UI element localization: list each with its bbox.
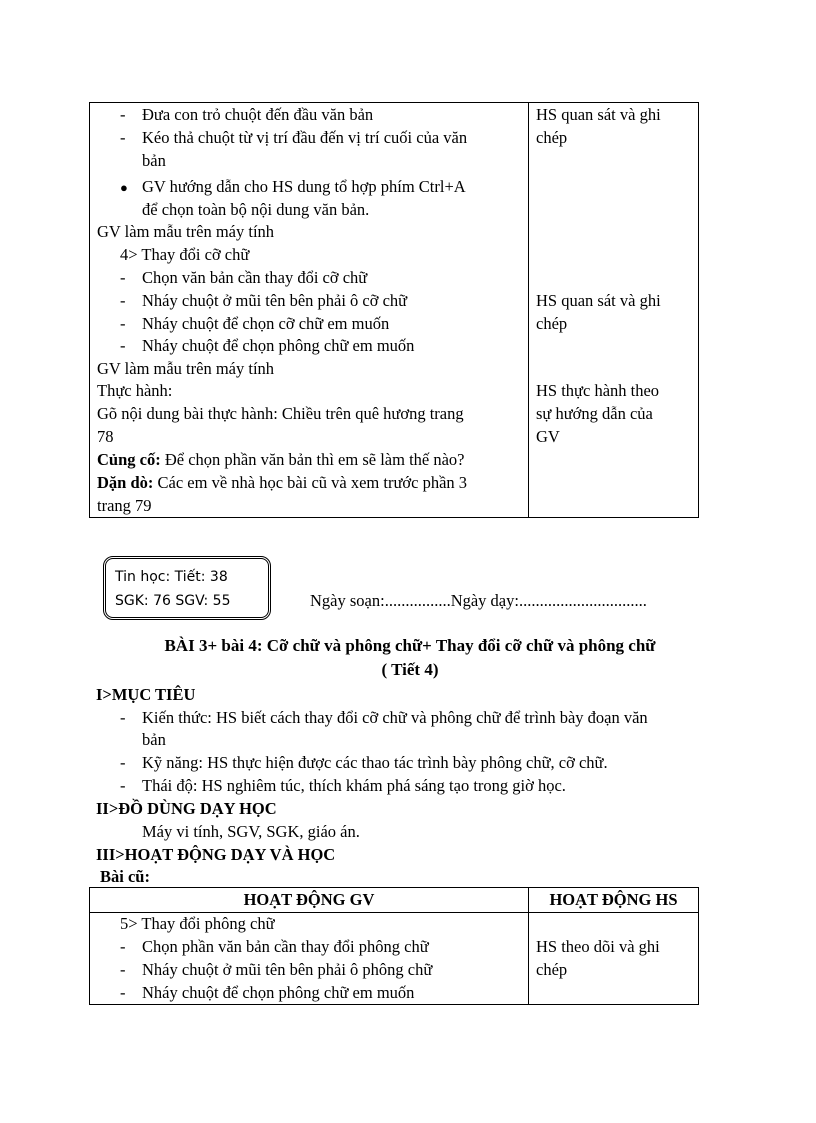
info-line-subject: Tin học: Tiết: 38 [115,569,228,585]
gv-line: Chọn phần văn bản cần thay đổi phông chữ [142,937,429,956]
gv-step [120,313,389,335]
gv-line: Thực hành: [97,381,173,400]
objective-item [120,775,566,797]
materials-text: Máy vi tính, SGV, SGK, giáo án. [142,822,360,841]
gv-line: trang 79 [97,496,152,515]
dash-icon: - [120,291,126,310]
dash-icon: - [120,128,126,147]
gv-line: GV làm mẫu trên máy tính [97,359,275,378]
info-line-pages: SGK: 76 SGV: 55 [115,593,231,609]
objective-item [120,752,608,774]
cung-co-line [97,449,465,471]
gv-line: Nháy chuột để chọn phông chữ em muốn [142,336,415,355]
gv-line: Nháy chuột ở mũi tên bên phải ô cỡ chữ [142,291,408,310]
gv-line: 78 [97,427,114,446]
cung-co-text: Để chọn phần văn bản thì em sẽ làm thế nào? [160,450,465,469]
activities-heading: III>HOẠT ĐỘNG DẠY VÀ HỌC [96,845,336,864]
column-divider [528,103,529,517]
gv-line: Nháy chuột để chọn phông chữ em muốn [142,983,415,1002]
dash-icon: - [120,937,126,956]
dash-icon: - [120,753,126,772]
hs-line: chép [536,314,568,333]
objective-text: bản [142,730,166,749]
cung-co-label: Củng cố: [97,450,161,469]
hs-line: sự hướng dẫn của [536,404,653,423]
dash-icon: - [120,268,126,287]
dash-icon: - [120,983,126,1002]
gv-step [120,959,432,981]
objective-item [120,707,648,729]
gv-step [120,127,467,149]
gv-line: Gõ nội dung bài thực hành: Chiều trên quê hương trang [97,404,464,423]
dash-icon: - [120,105,126,124]
objective-text: Kỹ năng: HS thực hiện được các thao tác trình bày phông chữ, cỡ chữ. [142,753,608,772]
header-gv: HOẠT ĐỘNG GV [243,890,375,909]
header-hs: HOẠT ĐỘNG HS [549,890,678,909]
gv-step [120,267,367,289]
lesson-info-box [103,556,271,620]
hs-line: GV [536,427,560,446]
gv-step [120,104,373,126]
gv-line: để chọn toàn bộ nội dung văn bản. [142,200,370,219]
hs-line: HS quan sát và ghi [536,291,661,310]
dan-do-line [97,472,467,494]
objective-text: Thái độ: HS nghiêm túc, thích khám phá sáng tạo trong giờ học. [142,776,566,795]
gv-step [120,982,414,1004]
gv-line: Đưa con trỏ chuột đến đầu văn bản [142,105,374,124]
gv-line: GV làm mẫu trên máy tính [97,222,275,241]
gv-step [120,936,429,958]
gv-step [120,176,466,199]
section-heading: 5> Thay đổi phông chữ [120,914,275,933]
gv-line: bản [142,151,166,170]
materials-heading: II>ĐỒ DÙNG DẠY HỌC [96,799,277,818]
hs-line: HS thực hành theo [536,381,660,400]
gv-line: Kéo thả chuột từ vị trí đầu đến vị trí cuối của văn [142,128,468,147]
hs-line: chép [536,960,568,979]
lesson-subtitle: ( Tiết 4) [381,660,439,679]
section-heading: 4> Thay đổi cỡ chữ [120,245,250,264]
dash-icon: - [120,960,126,979]
lesson-title: BÀI 3+ bài 4: Cỡ chữ và phông chữ+ Thay đổi cỡ chữ và phông chữ [164,636,656,655]
hs-line: HS theo dõi và ghi [536,937,660,956]
hs-line: HS quan sát và ghi [536,105,661,124]
dates-line: Ngày soạn:................Ngày dạy:............................... [310,591,647,610]
hs-line: chép [536,128,568,147]
gv-line: Chọn văn bản cần thay đổi cỡ chữ [142,268,368,287]
gv-line: Nháy chuột để chọn cỡ chữ em muốn [142,314,390,333]
dash-icon: - [120,708,126,727]
dan-do-text: Các em về nhà học bài cũ và xem trước phần 3 [153,473,468,492]
gv-line: GV hướng dẫn cho HS dung tổ hợp phím Ctrl+A [142,177,466,196]
old-lesson-label: Bài cũ: [100,867,150,886]
dash-icon: - [120,314,126,333]
dan-do-label: Dặn dò: [97,473,154,492]
gv-line: Nháy chuột ở mũi tên bên phải ô phông chữ [142,960,433,979]
gv-step [120,335,414,357]
dash-icon: - [120,776,126,795]
gv-step [120,290,407,312]
objectives-heading: I>MỤC TIÊU [96,685,196,704]
activity-table-continued [89,102,699,518]
objective-text: Kiến thức: HS biết cách thay đổi cỡ chữ và phông chữ để trình bày đoạn văn [142,708,648,727]
dash-icon: - [120,336,126,355]
activity-table [89,887,699,1005]
bullet-icon: ● [120,180,128,195]
